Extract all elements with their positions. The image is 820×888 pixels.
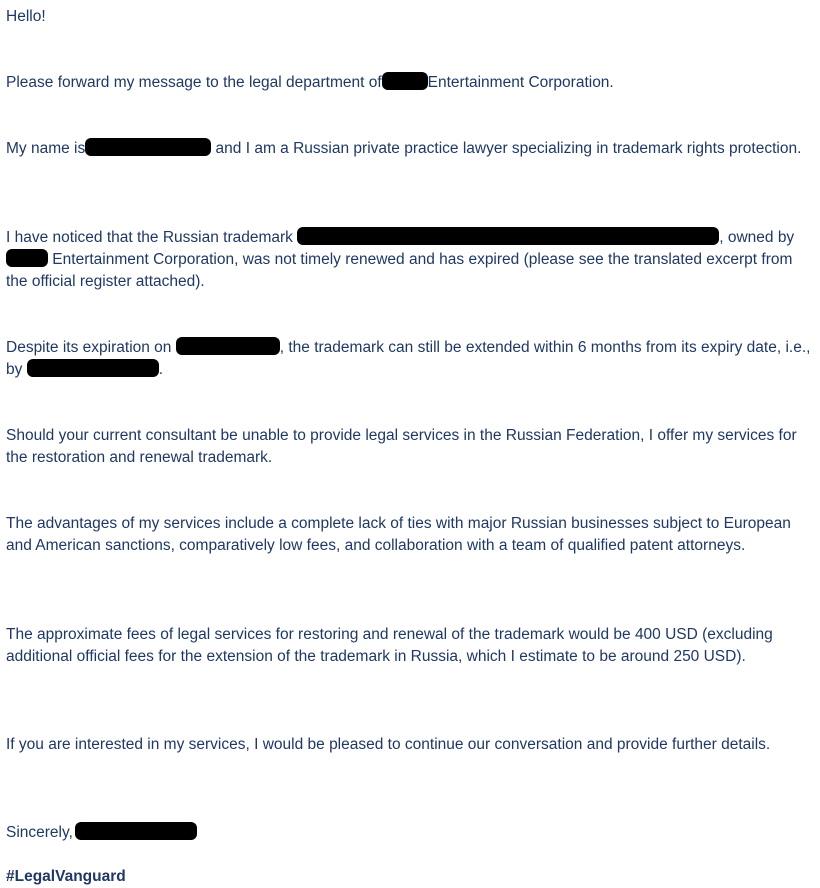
- redacted-deadline-date: [27, 359, 159, 377]
- paragraph-forward-request: [6, 72, 818, 94]
- text: and I am a Russian private practice lawyer specializing in trademark rights protection.: [211, 140, 802, 157]
- closing-text: Sincerely,: [6, 824, 73, 841]
- redacted-trademark: [297, 227, 719, 245]
- paragraph-expiration: [6, 337, 818, 381]
- redacted-company-name: [382, 72, 428, 90]
- text: , the trademark can still be extended within 6 months from its expiry date, i.e., by: [6, 339, 811, 378]
- closing: [6, 822, 818, 844]
- paragraph-follow-up: If you are interested in my services, I would be pleased to continue our conversation and provide further details.: [6, 736, 771, 753]
- redacted-expiration-date: [176, 337, 280, 355]
- paragraph-introduction: [6, 138, 818, 160]
- greeting: Hello!: [6, 8, 46, 25]
- text: , owned by: [719, 229, 795, 246]
- paragraph-advantages: The advantages of my services include a complete lack of ties with major Russian businesses subject to European and American sanctions, comparatively low fees, and collaboration with a team of qualified patent attorneys.: [6, 515, 791, 554]
- paragraph-fees: The approximate fees of legal services for restoring and renewal of the trademark would be 400 USD (excluding additional official fees for the extension of the trademark in Russia, which I estimate to be around 250 USD).: [6, 626, 773, 665]
- text: Entertainment Corporation.: [427, 74, 614, 91]
- text: Please forward my message to the legal department of: [6, 74, 382, 91]
- redacted-signature-name: [75, 822, 197, 840]
- redacted-company-name: [6, 249, 48, 267]
- text: Despite its expiration on: [6, 339, 176, 356]
- text: Entertainment Corporation, was not timely renewed and has expired (please see the translated excerpt from the official register attached).: [6, 251, 793, 290]
- redacted-sender-name: [85, 138, 211, 156]
- text: I have noticed that the Russian trademark: [6, 229, 298, 246]
- paragraph-trademark-expired: [6, 227, 818, 293]
- text: My name is: [6, 140, 86, 157]
- text: .: [158, 361, 163, 378]
- hashtag: #LegalVanguard: [6, 868, 126, 885]
- paragraph-service-offer: Should your current consultant be unable to provide legal services in the Russian Federation, I offer my services for the restoration and renewal trademark.: [6, 427, 797, 466]
